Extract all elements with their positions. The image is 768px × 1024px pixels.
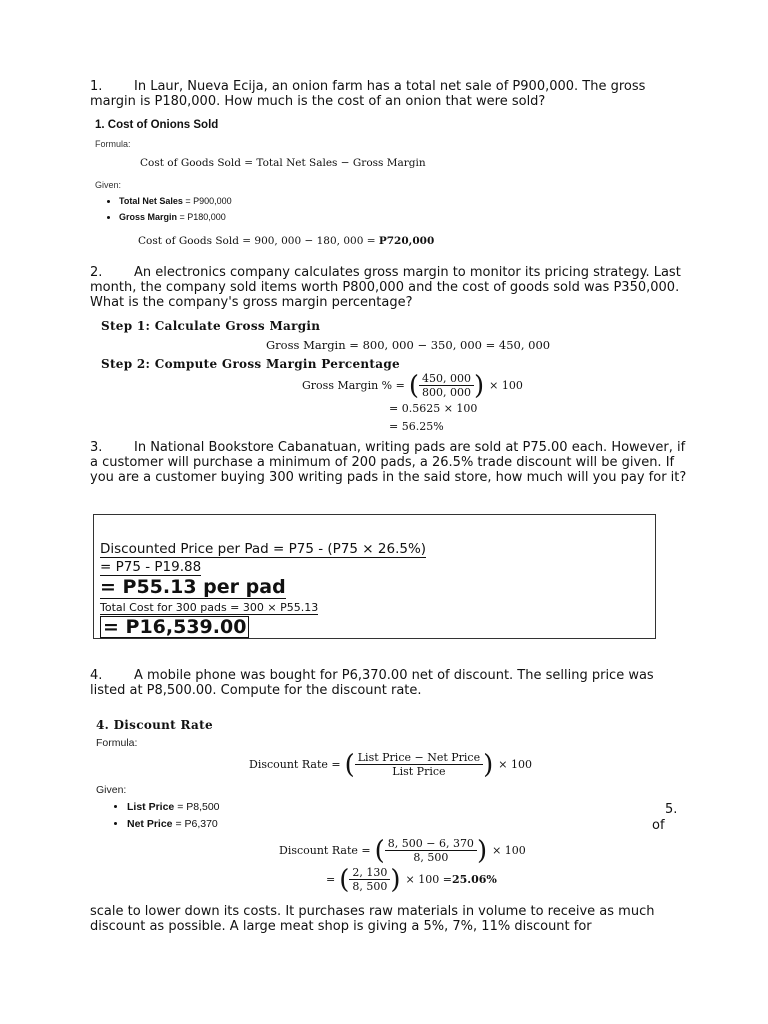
q4-calc-denominator: 8, 500 [413, 851, 449, 864]
question-4-number: 4. [90, 668, 103, 683]
q3-box-line-3: = P55.13 per pad [100, 576, 286, 598]
q4-given-term: List Price [127, 801, 175, 813]
q2-numerator: 450, 000 [419, 372, 474, 386]
q4-calculation-2 [326, 866, 497, 893]
right-paren: ) [476, 835, 488, 866]
q4-result: 25.06% [451, 873, 497, 886]
q4-calc-lhs: Discount Rate = [279, 844, 371, 857]
q2-line-2: = 0.5625 × 100 [389, 402, 478, 415]
q4-f-rhs: × 100 [498, 758, 532, 771]
q4-given-item [127, 818, 220, 830]
q1-formula-label: Formula: [95, 139, 131, 149]
q4-calc2-denominator: 8, 500 [352, 880, 388, 893]
q1-heading: 1. Cost of Onions Sold [95, 119, 219, 131]
q4-given-item [127, 801, 220, 813]
question-4 [90, 668, 690, 698]
question-2-text: An electronics company calculates gross margin to monitor its pricing strategy. Last month, the company sold items worth P800,000 and the cost of goods sold was P350,000. What is the company's gross margin percentage? [90, 265, 681, 310]
question-3 [90, 440, 690, 485]
question-5-of-fragment: of [652, 818, 665, 833]
q4-given-value: = P6,370 [172, 818, 218, 830]
q2-denominator: 800, 000 [422, 386, 471, 399]
question-5-text: scale to lower down its costs. It purchases raw materials in volume to receive as much discount as possible. A large meat shop is giving a 5%, 7%, 11% discount for [90, 904, 655, 934]
q4-formula [249, 751, 532, 778]
q4-calc2-numerator: 2, 130 [349, 866, 390, 880]
question-5-number-fragment: 5. [665, 802, 678, 817]
question-1-text: In Laur, Nueva Ecija, an onion farm has a total net sale of P900,000. The gross margin is P180,000. How much is the cost of an onion that were sold? [90, 79, 646, 109]
q1-calculation [138, 235, 434, 247]
q4-calc-rhs: × 100 [492, 844, 526, 857]
q4-formula-label: Formula: [96, 737, 138, 749]
q3-box-line-2: = P75 - P19.88 [100, 559, 202, 575]
equals-sign: = [326, 873, 336, 886]
question-2-number: 2. [90, 265, 103, 280]
q3-box-line-1: Discounted Price per Pad = P75 - (P75 × 26.5%) [100, 541, 427, 557]
question-3-text: In National Bookstore Cabanatuan, writing pads are sold at P75.00 each. However, if a customer will purchase a minimum of 200 pads, a 26.5% trade discount will be given. If you are a customer buying 300 writing pads in the said store, how much will you pay for it? [90, 440, 687, 485]
q2-line-3: = 56.25% [389, 420, 444, 433]
left-paren: ( [374, 835, 385, 866]
q1-given-value: = P900,000 [182, 196, 232, 206]
question-1 [90, 79, 690, 109]
q3-box-line-4: Total Cost for 300 pads = 300 × P55.13 [100, 601, 319, 614]
q4-given-value: = P8,500 [174, 801, 220, 813]
q1-given-list [95, 196, 232, 228]
q4-calc-fraction [385, 837, 477, 864]
q4-given-label: Given: [96, 784, 127, 796]
q2-step-2: Step 2: Compute Gross Margin Percentage [101, 357, 400, 371]
q3-box-line-5: = P16,539.00 [100, 616, 249, 638]
q2-percentage-formula [302, 372, 523, 399]
q3-answer-box [93, 514, 656, 639]
q1-given-item [119, 212, 232, 222]
q4-given-list [96, 801, 220, 836]
q1-given-label: Given: [95, 180, 122, 190]
q4-f-lhs: Discount Rate = [249, 758, 341, 771]
q4-given-term: Net Price [127, 818, 173, 830]
q4-formula-fraction [355, 751, 483, 778]
left-paren: ( [408, 370, 419, 401]
right-paren: ) [473, 370, 485, 401]
q1-calc-expression: Cost of Goods Sold = 900, 000 − 180, 000 = [138, 235, 379, 247]
question-3-number: 3. [90, 440, 103, 455]
q2-step-1-calc: Gross Margin = 800, 000 − 350, 000 = 450, 000 [266, 338, 551, 352]
left-paren: ( [344, 749, 355, 780]
q4-calc2-rhs: × 100 = [405, 873, 452, 886]
q4-calc-numerator: 8, 500 − 6, 370 [385, 837, 477, 851]
question-1-number: 1. [90, 79, 103, 94]
q1-given-value: = P180,000 [177, 212, 226, 222]
q2-pct-lhs: Gross Margin % = [302, 379, 405, 392]
q1-given-term: Total Net Sales [119, 196, 183, 206]
right-paren: ) [483, 749, 494, 780]
q1-formula: Cost of Goods Sold = Total Net Sales − Gross Margin [140, 157, 426, 169]
q4-calc2-fraction [349, 866, 390, 893]
q4-f-numerator: List Price − Net Price [355, 751, 483, 765]
question-2 [90, 265, 690, 310]
q2-step-1: Step 1: Calculate Gross Margin [101, 319, 321, 333]
q2-fraction [419, 372, 474, 399]
q4-calculation [279, 837, 526, 864]
q1-given-item [119, 196, 232, 206]
question-4-text: A mobile phone was bought for P6,370.00 net of discount. The selling price was listed at P8,500.00. Compute for the discount rate. [90, 668, 654, 698]
q4-f-denominator: List Price [392, 765, 446, 778]
q2-pct-rhs: × 100 [489, 379, 523, 392]
right-paren: ) [390, 864, 401, 895]
q1-given-term: Gross Margin [119, 212, 178, 222]
q1-result: P720,000 [378, 235, 435, 247]
left-paren: ( [339, 864, 350, 895]
q4-heading: 4. Discount Rate [96, 718, 213, 732]
